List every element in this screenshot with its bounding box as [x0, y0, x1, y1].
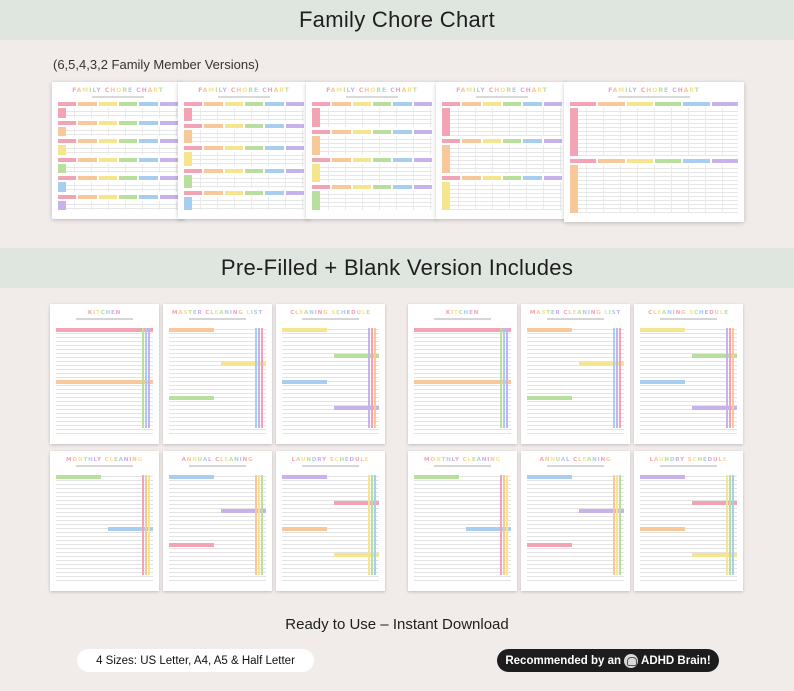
section-header-bar	[169, 543, 214, 547]
checkbox-column	[371, 328, 373, 428]
day-header-row	[312, 102, 432, 106]
page-subtitle-line	[302, 318, 359, 320]
day-header-row	[570, 102, 738, 106]
sizes-text: 4 Sizes: US Letter, A4, A5 & Half Letter	[96, 654, 295, 667]
day-header-row	[58, 158, 178, 162]
section-header-bar	[169, 475, 214, 479]
member-label-column	[58, 145, 66, 155]
chore-grid	[442, 145, 562, 173]
member-label-column	[442, 182, 450, 210]
day-header-row	[184, 124, 304, 128]
page-lines	[527, 326, 624, 434]
section-header-bar	[527, 475, 572, 479]
section-header-bar	[527, 543, 572, 547]
section-header-bar	[414, 475, 459, 479]
chore-chart-sheet	[52, 82, 184, 219]
day-header-row	[58, 176, 178, 180]
checkbox-column	[371, 475, 373, 575]
chore-grid	[58, 164, 178, 174]
day-header-row	[184, 191, 304, 195]
checkbox-column	[142, 328, 144, 428]
day-header-row	[312, 130, 432, 134]
chore-grid	[312, 108, 432, 127]
day-header-row	[58, 102, 178, 106]
member-label-column	[312, 164, 320, 183]
checkbox-column	[500, 328, 502, 428]
chore-grid	[58, 145, 178, 155]
chore-grid	[312, 136, 432, 155]
section-header-bar	[56, 328, 153, 332]
prefilled-page-thumbnail	[50, 304, 159, 444]
prefilled-page-thumbnail	[50, 451, 159, 591]
checkbox-column	[255, 475, 257, 575]
chore-chart-sheet	[306, 82, 438, 219]
checkbox-column	[616, 328, 618, 428]
tagline: Ready to Use – Instant Download	[285, 616, 509, 633]
page-title: CLEANING SCHEDULE	[290, 310, 371, 316]
checkbox-column	[148, 475, 150, 575]
day-header-row	[442, 176, 562, 180]
subtitle-line	[476, 96, 529, 98]
checkbox-column	[503, 328, 505, 428]
section-header-bar	[640, 328, 685, 332]
checkbox-column	[726, 475, 728, 575]
page-subtitle-line	[660, 465, 717, 467]
member-label-column	[312, 108, 320, 127]
page-lines	[169, 326, 266, 434]
chore-grid	[58, 127, 178, 137]
member-label-column	[184, 175, 192, 188]
subtitle-line	[618, 96, 690, 98]
checkbox-column	[258, 328, 260, 428]
checkbox-column	[500, 475, 502, 575]
checkbox-column	[368, 328, 370, 428]
checkbox-column	[261, 328, 263, 428]
page-subtitle-line	[189, 465, 246, 467]
page-title: CLEANING SCHEDULE	[648, 310, 729, 316]
page-subtitle-line	[547, 465, 604, 467]
blank-page-thumbnail	[634, 304, 743, 444]
chore-grid	[312, 191, 432, 210]
page-subtitle-line	[434, 318, 491, 320]
blank-page-thumbnail	[408, 304, 517, 444]
section-header-bar	[282, 527, 327, 531]
chore-chart-title: FAMILY CHORE CHART	[198, 87, 290, 94]
chore-chart-title: FAMILY CHORE CHART	[72, 87, 164, 94]
section-header-bar	[169, 396, 214, 400]
page-title: MONTHLY CLEANING	[424, 457, 501, 463]
chore-grid	[184, 197, 304, 210]
checkbox-column	[613, 328, 615, 428]
checkbox-column	[503, 475, 505, 575]
page-title: MASTER CLEANING LIST	[529, 310, 622, 316]
page-subtitle-line	[76, 465, 133, 467]
section-header-bar	[414, 380, 511, 384]
section-header-bar	[640, 380, 685, 384]
chore-grid	[184, 175, 304, 188]
page-title: ANNUAL CLEANING	[181, 457, 254, 463]
section-header-bar	[56, 475, 101, 479]
chore-grid	[58, 182, 178, 192]
section-header-bar	[527, 328, 572, 332]
member-versions-note: (6,5,4,3,2 Family Member Versions)	[53, 57, 259, 72]
section-header-bar	[414, 328, 511, 332]
member-label-column	[58, 182, 66, 192]
checkbox-column	[374, 328, 376, 428]
checkbox-column	[145, 475, 147, 575]
prefilled-page-thumbnail	[163, 304, 272, 444]
member-label-column	[312, 136, 320, 155]
page-title: KITCHEN	[87, 310, 122, 316]
section-title: Pre-Filled + Blank Version Includes	[220, 255, 574, 280]
member-label-column	[58, 108, 66, 118]
checkbox-column	[619, 328, 621, 428]
brain-icon	[624, 654, 638, 668]
section-banner-family-chore-chart	[0, 0, 794, 40]
blank-page-thumbnail	[634, 451, 743, 591]
checkbox-column	[368, 475, 370, 575]
section-header-bar	[56, 380, 153, 384]
member-label-column	[58, 127, 66, 137]
page-subtitle-line	[302, 465, 359, 467]
day-header-row	[58, 195, 178, 199]
recommended-suffix: ADHD Brain!	[641, 654, 711, 667]
day-header-row	[184, 146, 304, 150]
page-lines	[527, 473, 624, 581]
chore-chart-title: FAMILY CHORE CHART	[608, 87, 700, 94]
checkbox-column	[613, 475, 615, 575]
member-label-column	[184, 152, 192, 165]
checkbox-column	[142, 475, 144, 575]
chore-chart-sheet	[564, 82, 744, 222]
chore-grid	[570, 108, 738, 156]
day-header-row	[312, 158, 432, 162]
chore-grid	[312, 164, 432, 183]
page-subtitle-line	[76, 318, 133, 320]
checkbox-column	[729, 475, 731, 575]
member-label-column	[184, 197, 192, 210]
day-header-row	[184, 102, 304, 106]
prefilled-page-thumbnail	[276, 451, 385, 591]
checkbox-column	[616, 475, 618, 575]
chore-grid	[570, 165, 738, 213]
section-header-bar	[527, 396, 572, 400]
day-header-row	[570, 159, 738, 163]
member-label-column	[312, 191, 320, 210]
chore-grid	[184, 108, 304, 121]
member-label-column	[58, 201, 66, 211]
chore-chart-sheet	[178, 82, 310, 219]
recommended-badge	[497, 649, 719, 672]
checkbox-column	[261, 475, 263, 575]
checkbox-column	[374, 475, 376, 575]
chore-grid	[184, 152, 304, 165]
member-label-column	[570, 108, 578, 156]
blank-page-thumbnail	[521, 304, 630, 444]
section-title: Family Chore Chart	[298, 7, 496, 32]
page-title: MASTER CLEANING LIST	[171, 310, 264, 316]
page-title: ANNUAL CLEANING	[539, 457, 612, 463]
member-label-column	[570, 165, 578, 213]
page-title: LAUNDRY SCHEDULE	[649, 457, 728, 463]
section-header-bar	[169, 328, 214, 332]
subtitle-line	[346, 96, 399, 98]
checkbox-column	[732, 328, 734, 428]
member-label-column	[184, 130, 192, 143]
page-lines	[169, 473, 266, 581]
section-header-bar	[282, 380, 327, 384]
chore-grid	[442, 182, 562, 210]
chore-grid	[58, 108, 178, 118]
checkbox-column	[506, 328, 508, 428]
chore-chart-title: FAMILY CHORE CHART	[456, 87, 548, 94]
page-title: MONTHLY CLEANING	[66, 457, 143, 463]
chore-grid	[442, 108, 562, 136]
day-header-row	[442, 139, 562, 143]
page-title: KITCHEN	[445, 310, 480, 316]
checkbox-column	[619, 475, 621, 575]
page-subtitle-line	[547, 318, 604, 320]
blank-page-thumbnail	[408, 451, 517, 591]
page-title: LAUNDRY SCHEDULE	[291, 457, 370, 463]
checkbox-column	[732, 475, 734, 575]
chore-chart-sheet	[436, 82, 568, 219]
day-header-row	[184, 169, 304, 173]
member-label-column	[442, 145, 450, 173]
page-subtitle-line	[189, 318, 246, 320]
day-header-row	[58, 139, 178, 143]
checkbox-column	[729, 328, 731, 428]
member-label-column	[442, 108, 450, 136]
section-header-bar	[640, 475, 685, 479]
checkbox-column	[258, 475, 260, 575]
day-header-row	[312, 185, 432, 189]
checkbox-column	[255, 328, 257, 428]
checkbox-column	[726, 328, 728, 428]
section-header-bar	[282, 475, 327, 479]
subtitle-line	[218, 96, 271, 98]
member-label-column	[58, 164, 66, 174]
section-header-bar	[640, 527, 685, 531]
sizes-badge	[77, 649, 314, 672]
recommended-prefix: Recommended by an	[505, 654, 622, 667]
chore-grid	[58, 201, 178, 211]
prefilled-page-thumbnail	[276, 304, 385, 444]
checkbox-column	[145, 328, 147, 428]
chore-grid	[184, 130, 304, 143]
day-header-row	[442, 102, 562, 106]
page-subtitle-line	[660, 318, 717, 320]
chore-chart-title: FAMILY CHORE CHART	[326, 87, 418, 94]
member-label-column	[184, 108, 192, 121]
checkbox-column	[506, 475, 508, 575]
blank-page-thumbnail	[521, 451, 630, 591]
subtitle-line	[92, 96, 145, 98]
checkbox-column	[148, 328, 150, 428]
day-header-row	[58, 121, 178, 125]
page-subtitle-line	[434, 465, 491, 467]
section-header-bar	[282, 328, 327, 332]
section-banner-includes	[0, 248, 794, 288]
prefilled-page-thumbnail	[163, 451, 272, 591]
